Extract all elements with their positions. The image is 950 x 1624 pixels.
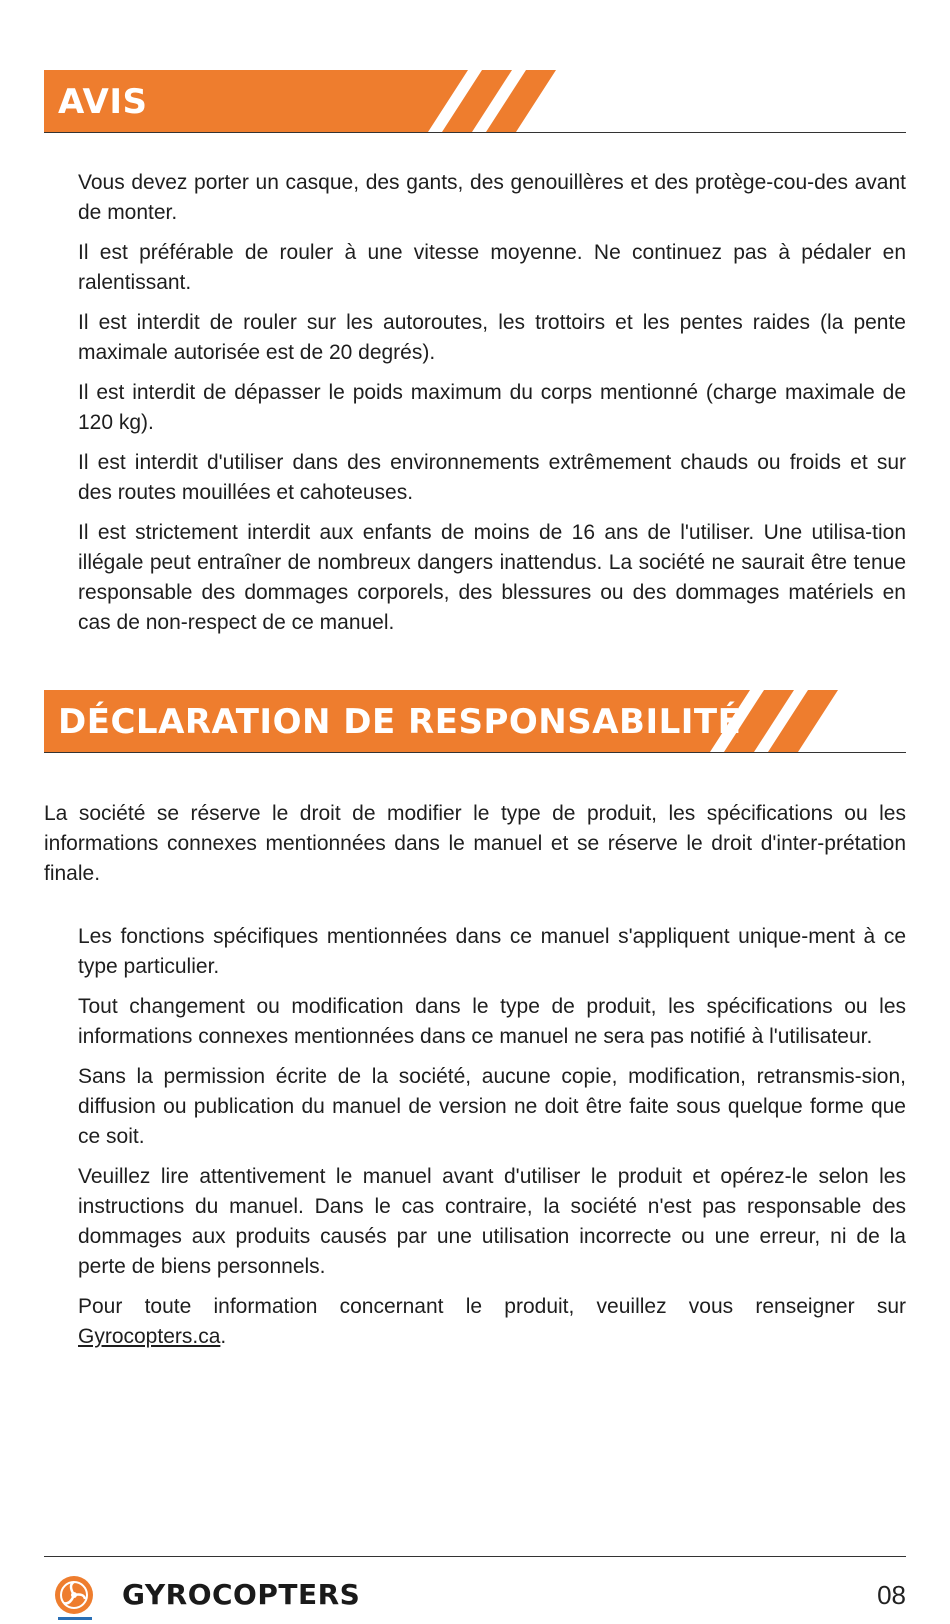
section-title-declaration: DÉCLARATION DE RESPONSABILITÉ [58, 702, 742, 742]
declaration-banner [44, 690, 906, 760]
avis-body [78, 168, 906, 648]
declaration-intro-text: La société se réserve le droit de modifier le type de produit, les spécifications ou les informations connexes mentionnées dans le manuel et se réserve le droit d'inter-prétation finale. [44, 802, 906, 885]
website-link[interactable]: Gyrocopters.ca [78, 1325, 221, 1348]
avis-paragraph: Il est interdit d'utiliser dans des environnements extrêmement chauds ou froids et sur des routes mouillées et cahoteuses. [78, 451, 906, 504]
declaration-paragraph: Les fonctions spécifiques mentionnées dans ce manuel s'appliquent unique-ment à ce type particulier. [78, 925, 906, 978]
last-paragraph-prefix: Pour toute information concernant le produit, veuillez vous renseigner sur [78, 1295, 906, 1318]
declaration-paragraph: Veuillez lire attentivement le manuel avant d'utiliser le produit et opérez-le selon les instructions du manuel. Dans le cas contraire, la société n'est pas responsable des dommages aux produits causés par une utilisation incorrecte ou une erreur, ni de la perte de biens personnels. [78, 1165, 906, 1278]
avis-paragraph: Il est interdit de rouler sur les autoroutes, les trottoirs et les pentes raides (la pente maximale autorisée est de 20 degrés). [78, 311, 906, 364]
declaration-intro [44, 799, 906, 899]
page-number: 08 [877, 1580, 906, 1610]
footer-divider [44, 1556, 906, 1557]
avis-banner [44, 70, 906, 140]
banner-stripes [44, 70, 906, 134]
declaration-paragraph: Tout changement ou modification dans le type de produit, les spécifications ou les informations connexes mentionnées dans ce manuel ne sera pas notifié à l'utilisateur. [78, 995, 906, 1048]
avis-paragraph: Il est préférable de rouler à une vitesse moyenne. Ne continuez pas à pédaler en ralentissant. [78, 241, 906, 294]
section-divider [44, 752, 906, 753]
section-title-avis: AVIS [58, 82, 148, 122]
avis-paragraph: Il est strictement interdit aux enfants de moins de 16 ans de l'utiliser. Une utilisa-tion illégale peut entraîner de nombreux dangers inattendus. La société ne saurait être tenue responsable des dommages corporels, des blessures ou des dommages matériels en cas de non-respect de ce manuel. [78, 521, 906, 634]
avis-paragraph: Il est interdit de dépasser le poids maximum du corps mentionné (charge maximale de 120 kg). [78, 381, 906, 434]
avis-paragraph: Vous devez porter un casque, des gants, des genouillères et des protège-cou-des avant de monter. [78, 171, 906, 224]
declaration-body [78, 922, 906, 1362]
gyrocopters-logo-icon [44, 1573, 110, 1623]
last-paragraph-suffix: . [220, 1325, 227, 1348]
section-divider [44, 132, 906, 133]
declaration-paragraph: Sans la permission écrite de la société, aucune copie, modification, retransmis-sion, diffusion ou publication du manuel de version ne doit être faite sous quelque forme que ce soit. [78, 1065, 906, 1148]
brand-name: GYROCOPTERS [122, 1578, 361, 1611]
declaration-paragraph-last [78, 1292, 906, 1352]
